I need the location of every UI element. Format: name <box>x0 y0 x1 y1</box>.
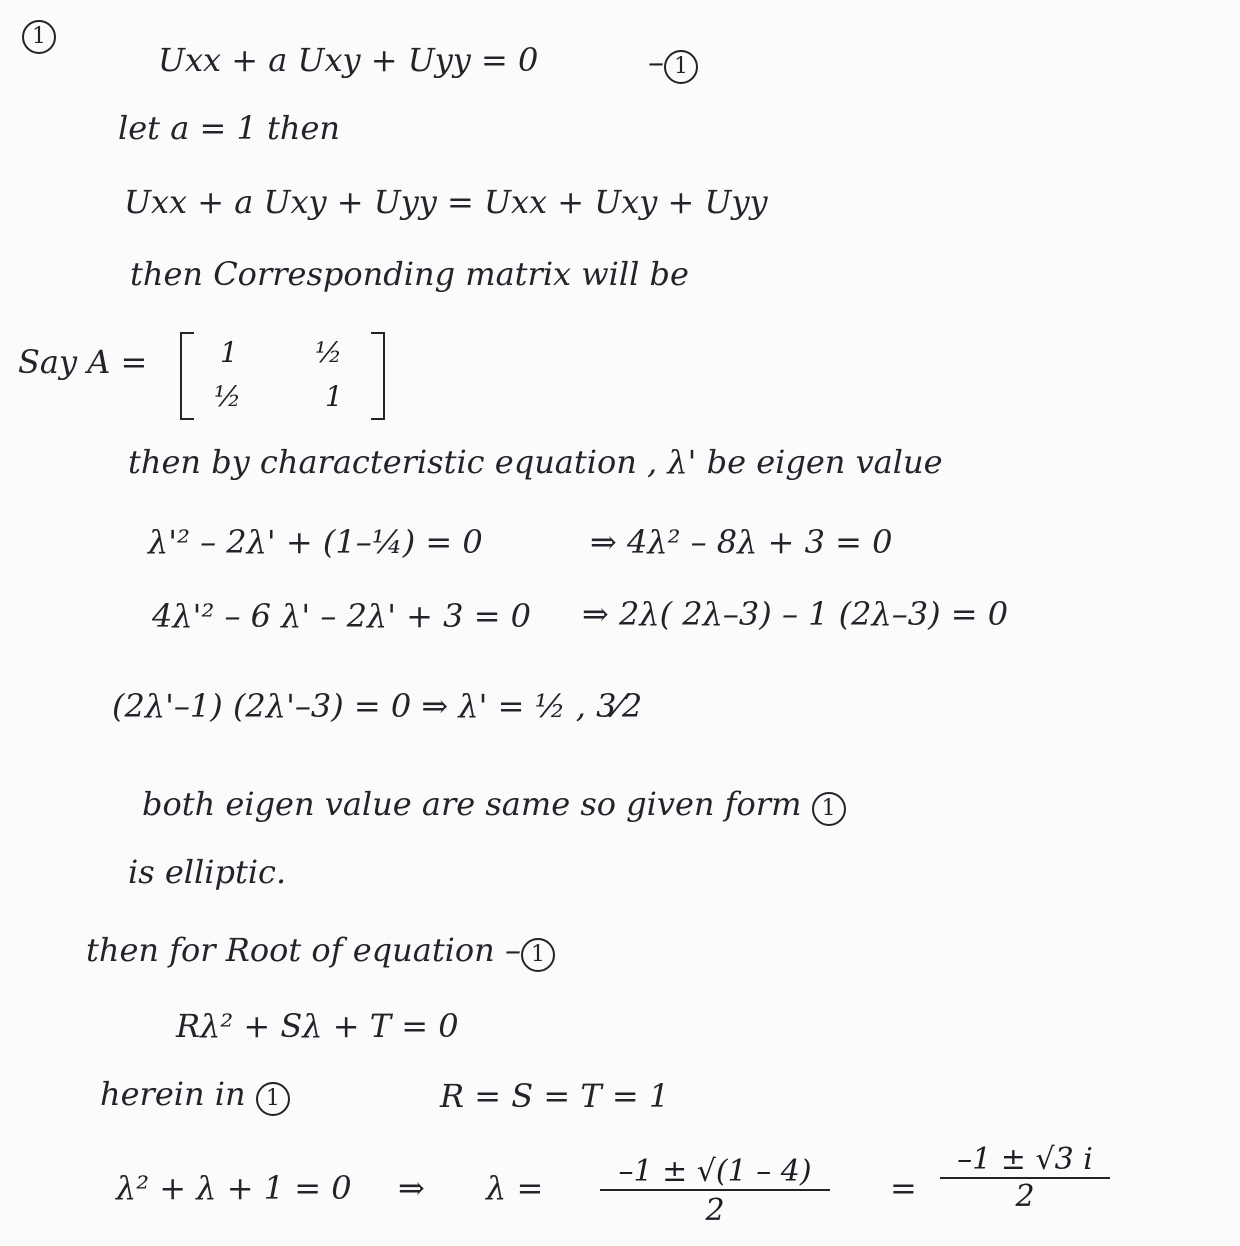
equation-reference-3: 1 <box>256 1082 290 1116</box>
coefficients-equal: R = S = T = 1 <box>440 1077 670 1115</box>
characteristic-polynomial-simplified: ⇒ 4λ² – 8λ + 3 = 0 <box>590 523 893 561</box>
factorisation-step-2: ⇒ 2λ( 2λ–3) – 1 (2λ–3) = 0 <box>582 595 1009 633</box>
conclusion-line-2: is elliptic. <box>128 853 287 891</box>
quadratic-formula-fraction <box>600 1154 830 1228</box>
matrix-left-bracket <box>180 332 194 420</box>
equation-pde: Uxx + a Uxy + Uyy = 0 <box>158 41 539 79</box>
let-a-line: let a = 1 then <box>118 109 340 147</box>
fraction-bar <box>600 1189 830 1191</box>
equation-tag-1: – 1 <box>648 46 698 84</box>
root-of-equation-text: then for Root of equation – 1 <box>86 934 555 972</box>
complex-roots-fraction <box>940 1142 1110 1214</box>
fraction-denominator: 2 <box>1015 1179 1035 1214</box>
implies-arrow: ⇒ <box>398 1169 425 1207</box>
factorisation-step-1: 4λ'² – 6 λ' – 2λ' + 3 = 0 <box>152 597 532 635</box>
quadratic-specific: λ² + λ + 1 = 0 <box>116 1169 352 1207</box>
conclusion-line-1: both eigen value are same so given form 1 <box>142 788 846 826</box>
fraction-numerator: –1 ± √3 i <box>957 1142 1093 1177</box>
problem-number-marker: 1 <box>22 16 56 54</box>
fraction-denominator: 2 <box>705 1193 725 1228</box>
matrix-cell-a22: 1 <box>325 380 343 413</box>
characteristic-equation-text: then by characteristic equation , λ' be eigen value <box>128 443 943 481</box>
matrix-label: Say A = <box>18 343 148 381</box>
equation-reference-1: 1 <box>812 792 846 826</box>
lambda-equals: λ = <box>486 1169 544 1207</box>
herein-text: herein in 1 <box>100 1078 290 1116</box>
matrix-cell-a21: ½ <box>214 380 242 413</box>
fraction-numerator: –1 ± √(1 – 4) <box>618 1154 812 1189</box>
matrix-right-bracket <box>371 332 385 420</box>
equation-reference-2: 1 <box>521 938 555 972</box>
corresponding-matrix-text: then Corresponding matrix will be <box>130 255 689 293</box>
eigenvalues-result: (2λ'–1) (2λ'–3) = 0 ⇒ λ' = ½ , 3⁄2 <box>112 687 643 725</box>
matrix-cell-a11: 1 <box>220 336 238 369</box>
substitution-line: Uxx + a Uxy + Uyy = Uxx + Uxy + Uyy <box>124 183 768 221</box>
matrix-cell-a12: ½ <box>315 336 343 369</box>
coefficient-matrix <box>180 332 385 422</box>
equals-sign: = <box>890 1169 917 1207</box>
quadratic-general-form: Rλ² + Sλ + T = 0 <box>176 1007 459 1045</box>
characteristic-polynomial: λ'² – 2λ' + (1–¼) = 0 <box>148 523 483 561</box>
